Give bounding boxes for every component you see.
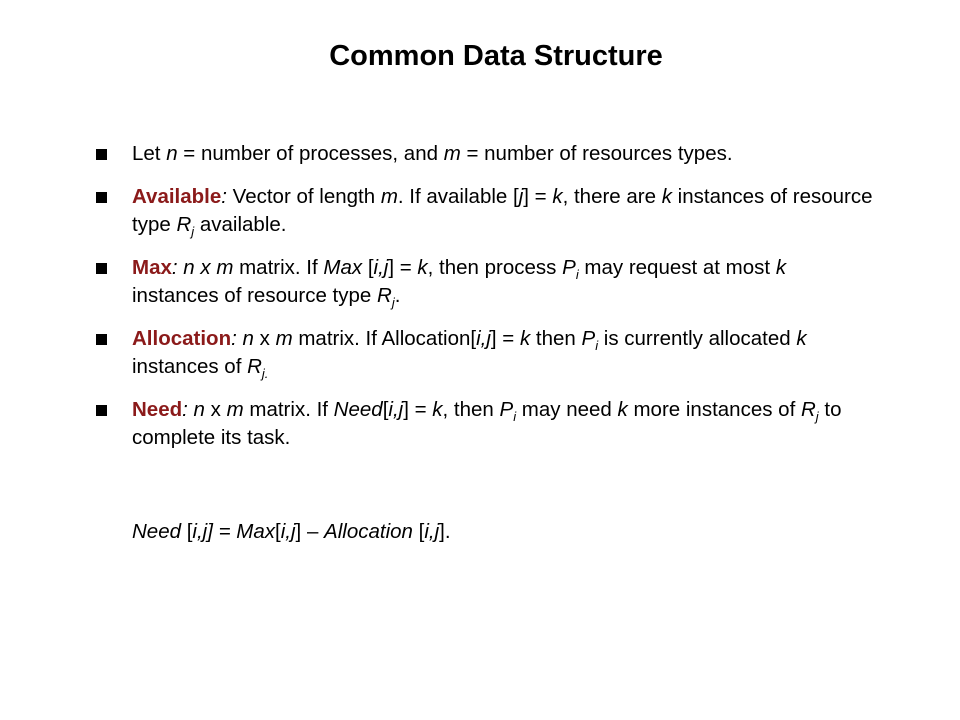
keyword-available: Available <box>132 185 222 208</box>
var-allocation: Allocation <box>324 520 413 543</box>
text-fragment: Vector of length <box>226 185 381 208</box>
text-fragment: ] = <box>388 256 418 279</box>
var-ij: i,j <box>192 520 208 543</box>
text-fragment: : <box>221 185 227 208</box>
text-fragment: ] = <box>490 327 520 350</box>
text-fragment: [ <box>362 256 374 279</box>
var-k: k <box>552 185 563 208</box>
subscript-j: j. <box>261 366 269 381</box>
var-ij: i,j <box>373 256 389 279</box>
var-r: R <box>377 284 392 307</box>
text-fragment: matrix. If Allocation[ <box>292 327 477 350</box>
bullet-list <box>96 140 876 467</box>
square-bullet-icon <box>96 334 107 345</box>
square-bullet-icon <box>96 149 107 160</box>
var-k: k <box>617 398 628 421</box>
text-fragment: ]. <box>439 520 451 543</box>
text-fragment: instances of resource type <box>132 185 873 236</box>
text-fragment: more <box>627 398 681 421</box>
square-bullet-icon <box>96 192 107 203</box>
text-fragment: allocated <box>702 327 797 350</box>
text-fragment: [ <box>181 520 193 543</box>
text-fragment: , then process <box>427 256 563 279</box>
keyword-need: Need <box>132 398 183 421</box>
bullet-need <box>96 396 876 452</box>
text-fragment: , then <box>442 398 500 421</box>
var-p: P <box>581 327 596 350</box>
text-fragment: instances of <box>680 398 801 421</box>
subscript-j: j <box>391 295 395 310</box>
subscript-j: j <box>191 224 195 239</box>
var-max: Max <box>323 256 363 279</box>
text-fragment: to complete its task. <box>132 398 842 449</box>
var-need: Need <box>132 520 182 543</box>
var-m: m <box>380 185 398 208</box>
var-p: P <box>562 256 576 279</box>
var-k: k <box>661 185 672 208</box>
text-fragment: , there are <box>562 185 662 208</box>
var-ij: i,j <box>280 520 296 543</box>
var-n: n <box>166 142 178 165</box>
text-fragment: Let <box>132 142 167 165</box>
var-ij: i,j <box>388 398 404 421</box>
subscript-i: i <box>595 338 599 353</box>
square-bullet-icon <box>96 263 107 274</box>
text-fragment: matrix. If <box>243 398 334 421</box>
text-fragment: x <box>253 327 276 350</box>
var-ij: i,j <box>476 327 491 350</box>
var-k: k <box>519 327 531 350</box>
text-fragment: . If available [ <box>397 185 519 208</box>
text-fragment: : n x m <box>171 256 234 279</box>
var-m: m <box>443 142 461 165</box>
text-fragment: = number of resources types. <box>460 142 733 165</box>
square-bullet-icon <box>96 405 107 416</box>
text-fragment: may need <box>516 398 618 421</box>
var-ij: i,j <box>424 520 440 543</box>
bullet-definitions <box>96 140 876 168</box>
text-fragment: = number of processes, and <box>177 142 444 165</box>
text-fragment: : <box>182 398 188 421</box>
text-fragment: : <box>231 327 237 350</box>
var-need: Need <box>333 398 383 421</box>
bullet-available <box>96 183 876 239</box>
var-k: k <box>432 398 443 421</box>
subscript-i: i <box>575 267 579 282</box>
text-fragment: [ <box>382 398 389 421</box>
var-n: n <box>193 398 205 421</box>
text-fragment: [ <box>275 520 281 543</box>
var-r: R <box>176 213 192 236</box>
var-r: R <box>800 398 816 421</box>
subscript-i: i <box>513 409 517 424</box>
var-n: n <box>242 327 254 350</box>
text-fragment: then <box>530 327 582 350</box>
text-fragment: is currently <box>598 327 703 350</box>
var-m: m <box>226 398 244 421</box>
need-formula <box>132 518 451 546</box>
var-k: k <box>775 256 787 279</box>
keyword-allocation: Allocation <box>132 327 232 350</box>
text-fragment: . <box>394 284 401 307</box>
text-fragment: instances of resource type <box>132 284 377 307</box>
slide-title: Common Data Structure <box>329 40 663 72</box>
text-fragment: [ <box>412 520 425 543</box>
text-fragment: ] – <box>295 520 325 543</box>
var-r: R <box>247 355 262 378</box>
bullet-max <box>96 254 876 310</box>
keyword-max: Max <box>132 256 172 279</box>
text-fragment: ] = <box>523 185 553 208</box>
var-max: Max <box>236 520 276 543</box>
text-fragment: may request at most <box>578 256 776 279</box>
text-fragment: x <box>204 398 227 421</box>
var-k: k <box>796 327 807 350</box>
subscript-j: j <box>815 409 819 424</box>
text-fragment: available. <box>194 213 287 236</box>
var-m: m <box>275 327 293 350</box>
text-fragment: instances of <box>132 355 248 378</box>
bullet-allocation <box>96 325 876 381</box>
text-fragment: ] = <box>403 398 433 421</box>
text-fragment: matrix. If <box>233 256 324 279</box>
var-j: j <box>518 185 524 208</box>
var-k: k <box>417 256 428 279</box>
var-p: P <box>499 398 514 421</box>
text-fragment: ] = <box>207 520 237 543</box>
